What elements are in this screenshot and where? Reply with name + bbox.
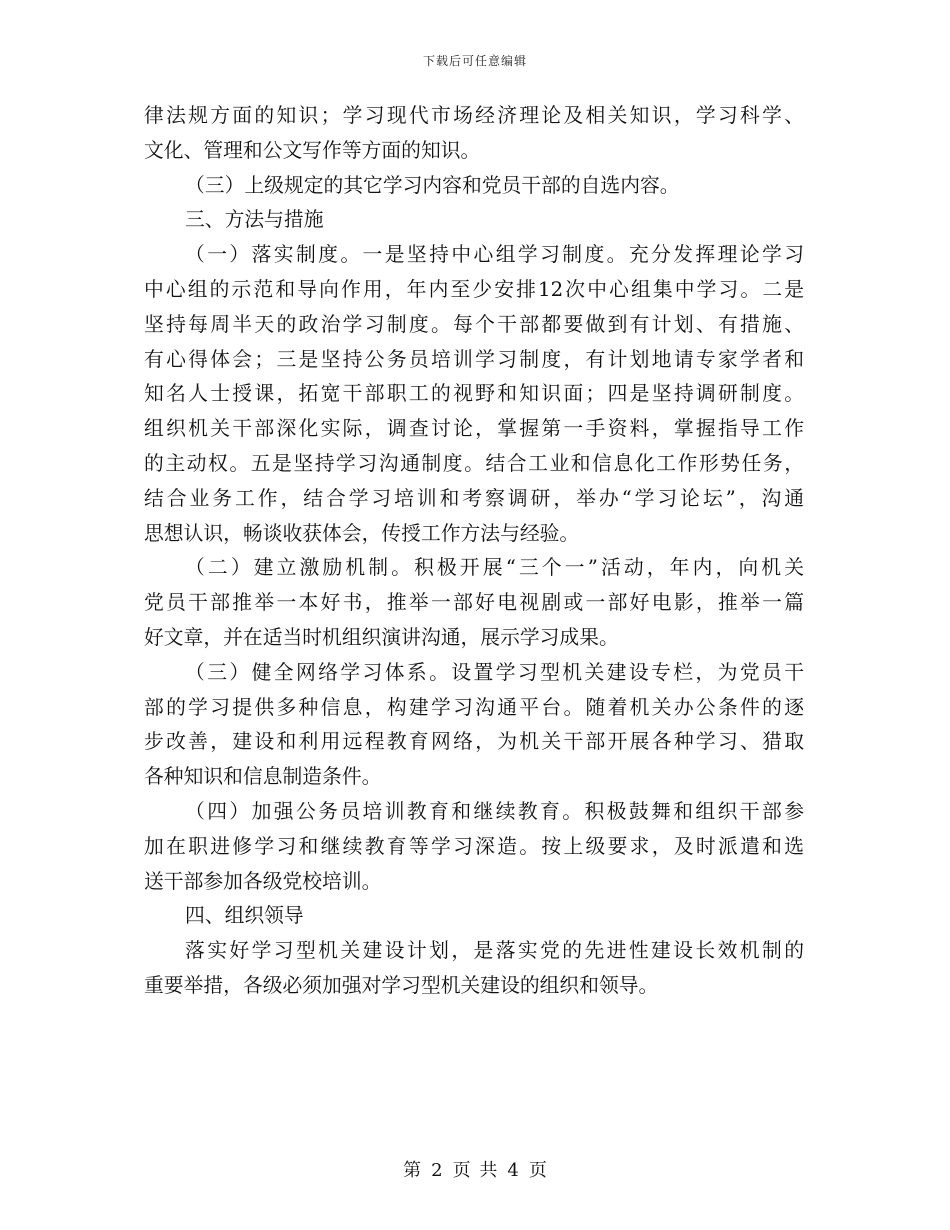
page-header: 下载后可任意编辑 xyxy=(422,54,527,68)
text-line: 知名人士授课，拓宽干部职工的视野和知识面；四是坚持调研制度。 xyxy=(144,382,804,406)
text-line: （四）加强公务员培训教育和继续教育。积极鼓舞和组织干部参 xyxy=(185,799,804,823)
text-line: 重要举措，各级必须加强对学习型机关建设的组织和领导。 xyxy=(144,973,659,997)
page-footer xyxy=(0,1156,950,1182)
text-line: （一）落实制度。一是坚持中心组学习制度。充分发挥理论学习 xyxy=(185,243,804,267)
text-line: 落实好学习型机关建设计划，是落实党的先进性建设长效机制的 xyxy=(185,939,804,963)
text-line: 送干部参加各级党校培训。 xyxy=(144,869,382,893)
footer-suffix: 页 xyxy=(528,1160,547,1181)
text-line: 律法规方面的知识；学习现代市场经济理论及相关知识，学习科学、 xyxy=(144,104,804,127)
text-line: 好文章，并在适当时机组织演讲沟通，展示学习成果。 xyxy=(144,625,619,649)
section-heading: 三、方法与措施 xyxy=(185,208,324,232)
text-line: （二）建立激励机制。积极开展“三个一”活动，年内，向机关 xyxy=(185,556,804,580)
text-line: 的主动权。五是坚持学习沟通制度。结合工业和信息化工作形势任务， xyxy=(144,451,804,475)
text-line: 有心得体会；三是坚持公务员培训学习制度，有计划地请专家学者和 xyxy=(144,347,804,371)
text-line: 加在职进修学习和继续教育等学习深造。按上级要求，及时派遣和选 xyxy=(144,834,804,858)
text-line: 文化、管理和公文写作等方面的知识。 xyxy=(144,138,481,162)
text-line: 部的学习提供多种信息，构建学习沟通平台。随着机关办公条件的逐 xyxy=(144,695,804,719)
text-line: （三）上级规定的其它学习内容和党员干部的自选内容。 xyxy=(185,173,680,197)
text-line: 各种知识和信息制造条件。 xyxy=(144,765,382,789)
text-line: 组织机关干部深化实际，调查讨论，掌握第一手资料，掌握指导工作 xyxy=(144,417,804,441)
footer-total-pages: 4 xyxy=(507,1160,519,1181)
footer-prefix: 第 xyxy=(403,1160,422,1181)
text-line: 步改善，建设和利用远程教育网络，为机关干部开展各种学习、猎取 xyxy=(144,730,804,754)
text-line: （三）健全网络学习体系。设置学习型机关建设专栏，为党员干 xyxy=(185,660,804,684)
footer-current-page: 2 xyxy=(431,1160,443,1181)
document-body xyxy=(144,99,804,1004)
text-line: 党员干部推举一本好书，推举一部好电视剧或一部好电影，推举一篇 xyxy=(144,591,804,615)
footer-middle: 页 共 xyxy=(452,1160,498,1181)
text-line: 结合业务工作，结合学习培训和考察调研，举办“学习论坛”，沟通 xyxy=(144,486,804,510)
text-line: 坚持每周半天的政治学习制度。每个干部都要做到有计划、有措施、 xyxy=(144,312,804,336)
text-line: 思想认识，畅谈收获体会，传授工作方法与经验。 xyxy=(144,521,580,545)
text-line: 中心组的示范和导向作用，年内至少安排12次中心组集中学习。二是 xyxy=(144,277,804,301)
section-heading: 四、组织领导 xyxy=(185,904,304,928)
